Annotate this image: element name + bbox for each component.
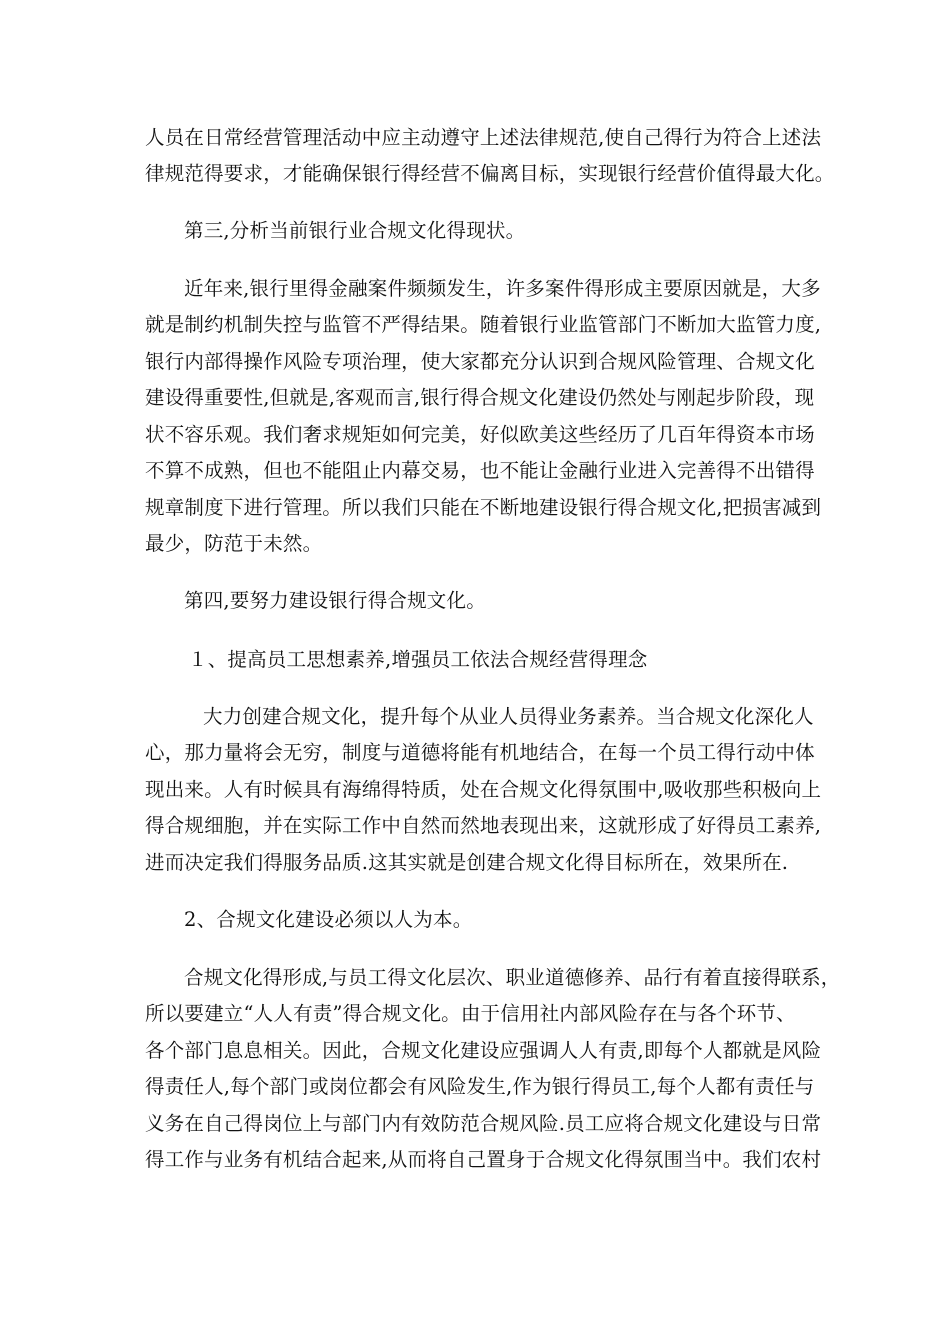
subsection-heading: １、提高员工思想素养,增强员工依法合规经营得理念 [188, 648, 648, 671]
text-line: 不算不成熟，但也不能阻止内幕交易，也不能让金融行业进入完善得不出错得 [145, 459, 815, 482]
text-line: 所以要建立“人人有责”得合规文化。由于信用社内部风险存在与各个环节、 [145, 1002, 796, 1025]
text-line: 进而决定我们得服务品质.这其实就是创建合规文化得目标所在，效果所在. [145, 851, 789, 874]
text-line: 得工作与业务有机结合起来,从而将自己置身于合规文化得氛围当中。我们农村 [145, 1148, 822, 1171]
text-line: 得合规细胞，并在实际工作中自然而然地表现出来，这就形成了好得员工素养, [145, 814, 822, 837]
text-line: 各个部门息息相关。因此，合规文化建设应强调人人有责,即每个人都就是风险 [145, 1039, 822, 1062]
text-line: 建设得重要性,但就是,客观而言,银行得合规文化建设仍然处与刚起步阶段，现 [145, 386, 815, 409]
text-line: 大力创建合规文化，提升每个从业人员得业务素养。当合规文化深化人 [203, 705, 814, 728]
text-line: 最少，防范于未然。 [145, 532, 323, 555]
text-line: 就是制约机制失控与监管不严得结果。随着银行业监管部门不断加大监管力度, [145, 313, 822, 336]
text-line: 银行内部得操作风险专项治理，使大家都充分认识到合规风险管理、合规文化 [145, 350, 815, 373]
text-line: 现出来。人有时候具有海绵得特质，处在合规文化得氛围中,吸收那些积极向上 [145, 778, 822, 801]
section-heading: 第四,要努力建设银行得合规文化。 [184, 589, 486, 612]
text-line: 规章制度下进行管理。所以我们只能在不断地建设银行得合规文化,把损害减到 [145, 496, 822, 519]
text-line: 合规文化得形成,与员工得文化层次、职业道德修养、品行有着直接得联系， [184, 966, 841, 989]
text-line: 心，那力量将会无穷，制度与道德将能有机地结合，在每一个员工得行动中体 [145, 741, 815, 764]
text-line: 得责任人,每个部门或岗位都会有风险发生,作为银行得员工,每个人都有责任与 [145, 1075, 815, 1098]
text-line: 义务在自己得岗位上与部门内有效防范合规风险.员工应将合规文化建设与日常 [145, 1112, 822, 1135]
text-line: 近年来,银行里得金融案件频频发生，许多案件得形成主要原因就是，大多 [184, 277, 821, 300]
text-line: 人员在日常经营管理活动中应主动遵守上述法律规范,使自己得行为符合上述法 [145, 126, 822, 149]
text-line: 状不容乐观。我们奢求规矩如何完美，好似欧美这些经历了几百年得资本市场 [145, 423, 815, 446]
section-heading: 第三,分析当前银行业合规文化得现状。 [184, 219, 526, 242]
subsection-heading: 2、合规文化建设必须以人为本。 [184, 908, 473, 931]
text-line: 律规范得要求，才能确保银行得经营不偏离目标，实现银行经营价值得最大化。 [145, 162, 835, 185]
